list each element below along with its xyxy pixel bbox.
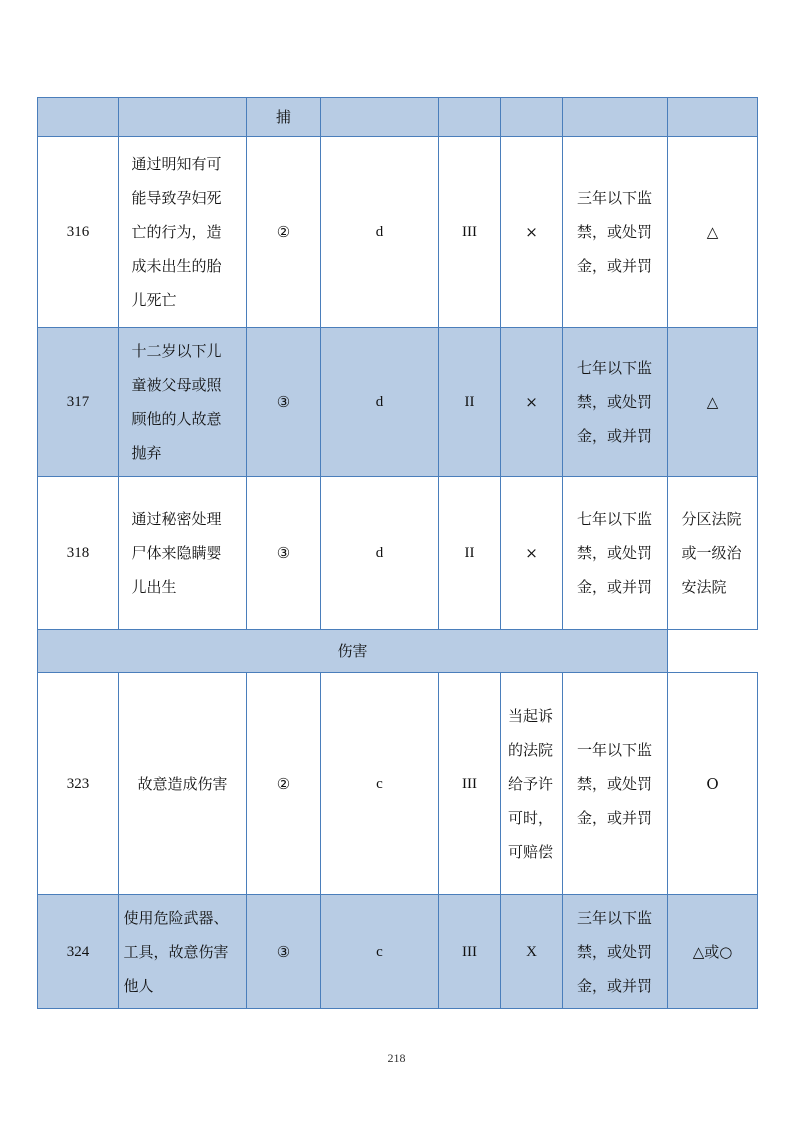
offence-description: 故意造成伤害 (119, 673, 247, 895)
offence-description: 通过明知有可能导致孕妇死亡的行为，造成未出生的胎儿死亡 (119, 137, 247, 328)
roman-class: II (439, 328, 501, 477)
court-mark: △ (668, 137, 758, 328)
roman-class: III (439, 895, 501, 1009)
offence-description: 使用危险武器、工具，故意伤害他人 (119, 895, 247, 1009)
compensation-mark: 当起诉的法院给予许可时，可赔偿 (501, 673, 563, 895)
offence-description: 通过秘密处理尸体来隐瞒婴儿出生 (119, 477, 247, 630)
category-circle: ③ (247, 895, 321, 1009)
section-heading: 伤害 (38, 630, 668, 673)
offence-description: 十二岁以下儿童被父母或照顾他的人故意抛弃 (119, 328, 247, 477)
section-heading-row (38, 630, 758, 673)
category-circle: ② (247, 673, 321, 895)
header-row (38, 98, 758, 137)
penalty: 一年以下监禁，或处罚金，或并罚 (563, 673, 668, 895)
penalty: 七年以下监禁，或处罚金，或并罚 (563, 328, 668, 477)
header-cell-2 (119, 98, 247, 137)
table-row (38, 673, 758, 895)
category-circle: ③ (247, 328, 321, 477)
row-number: 318 (38, 477, 119, 630)
penalty: 三年以下监禁，或处罚金，或并罚 (563, 895, 668, 1009)
row-number: 316 (38, 137, 119, 328)
row-number: 323 (38, 673, 119, 895)
compensation-mark: X (501, 895, 563, 1009)
compensation-mark: × (501, 477, 563, 630)
compensation-mark: × (501, 328, 563, 477)
court-mark: △ (668, 328, 758, 477)
court-mark: 分区法院或一级治安法院 (668, 477, 758, 630)
table-row (38, 328, 758, 477)
header-cell-6 (501, 98, 563, 137)
compensation-mark: × (501, 137, 563, 328)
header-cell-7 (563, 98, 668, 137)
roman-class: III (439, 137, 501, 328)
section-heading-gap (668, 630, 758, 673)
header-cell-8 (668, 98, 758, 137)
statute-table (37, 97, 758, 1009)
header-cell-4 (321, 98, 439, 137)
row-number: 317 (38, 328, 119, 477)
header-cell-3: 捕 (247, 98, 321, 137)
page-number: 218 (387, 1051, 406, 1065)
header-cell-1 (38, 98, 119, 137)
class-letter: c (321, 673, 439, 895)
penalty: 三年以下监禁，或处罚金，或并罚 (563, 137, 668, 328)
court-mark: O (668, 673, 758, 895)
table-row (38, 477, 758, 630)
class-letter: d (321, 137, 439, 328)
category-circle: ③ (247, 477, 321, 630)
table-row (38, 137, 758, 328)
row-number: 324 (38, 895, 119, 1009)
header-cell-5 (439, 98, 501, 137)
category-circle: ② (247, 137, 321, 328)
roman-class: II (439, 477, 501, 630)
class-letter: d (321, 328, 439, 477)
court-mark: △或○ (668, 895, 758, 1009)
roman-class: III (439, 673, 501, 895)
class-letter: d (321, 477, 439, 630)
table-row (38, 895, 758, 1009)
class-letter: c (321, 895, 439, 1009)
penalty: 七年以下监禁，或处罚金，或并罚 (563, 477, 668, 630)
